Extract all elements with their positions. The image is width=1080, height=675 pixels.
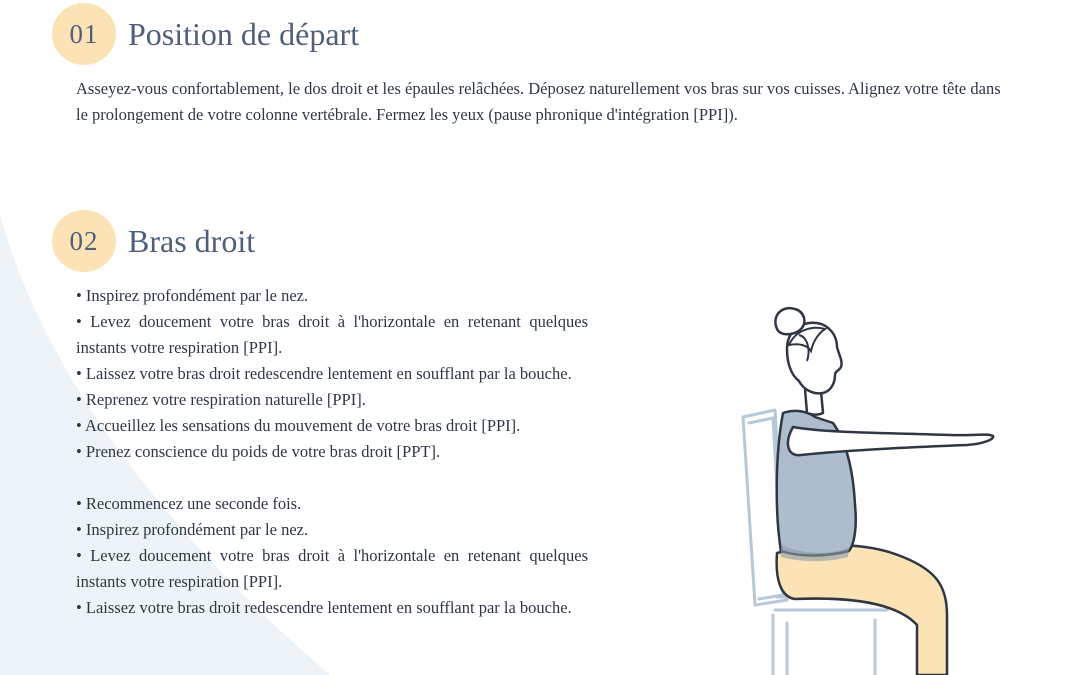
step-item: • Levez doucement votre bras droit à l'horizontale en retenant quelques instants votre respiration [PPI]. (76, 312, 588, 357)
section-2-header (52, 210, 255, 272)
section-1-paragraph: Asseyez-vous confortablement, le dos droit et les épaules relâchées. Déposez naturellement vos bras sur vos cuisses. Alignez votre tête dans le prolongement de votre colonne vertébrale. Fermez les yeux (pause phronique d'intégration [PPI]). (76, 79, 1001, 124)
step-spacer (76, 465, 588, 491)
seated-woman-illustration (715, 305, 1015, 675)
extended-arm (788, 427, 993, 455)
step-item: • Recommencez une seconde fois. (76, 494, 302, 513)
step-item: • Levez doucement votre bras droit à l'horizontale en retenant quelques instants votre respiration [PPI]. (76, 546, 588, 591)
step-item: • Inspirez profondément par le nez. (76, 286, 309, 305)
step-item: • Reprenez votre respiration naturelle [PPI]. (76, 390, 366, 409)
section-2-number-badge: 02 (52, 210, 116, 272)
step-item: • Prenez conscience du poids de votre bras droit [PPT]. (76, 442, 441, 461)
section-2-steps (76, 283, 588, 621)
step-item: • Laissez votre bras droit redescendre lentement en soufflant par la bouche. (76, 598, 572, 617)
step-item: • Laissez votre bras droit redescendre lentement en soufflant par la bouche. (76, 364, 572, 383)
section-2-title: Bras droit (128, 222, 256, 259)
step-item: • Accueillez les sensations du mouvement de votre bras droit [PPI]. (76, 416, 521, 435)
section-1-title: Position de départ (128, 15, 360, 52)
section-1-number-badge: 01 (52, 3, 116, 65)
hair-bun (775, 308, 804, 334)
section-1-header (52, 3, 359, 65)
step-item: • Inspirez profondément par le nez. (76, 520, 309, 539)
